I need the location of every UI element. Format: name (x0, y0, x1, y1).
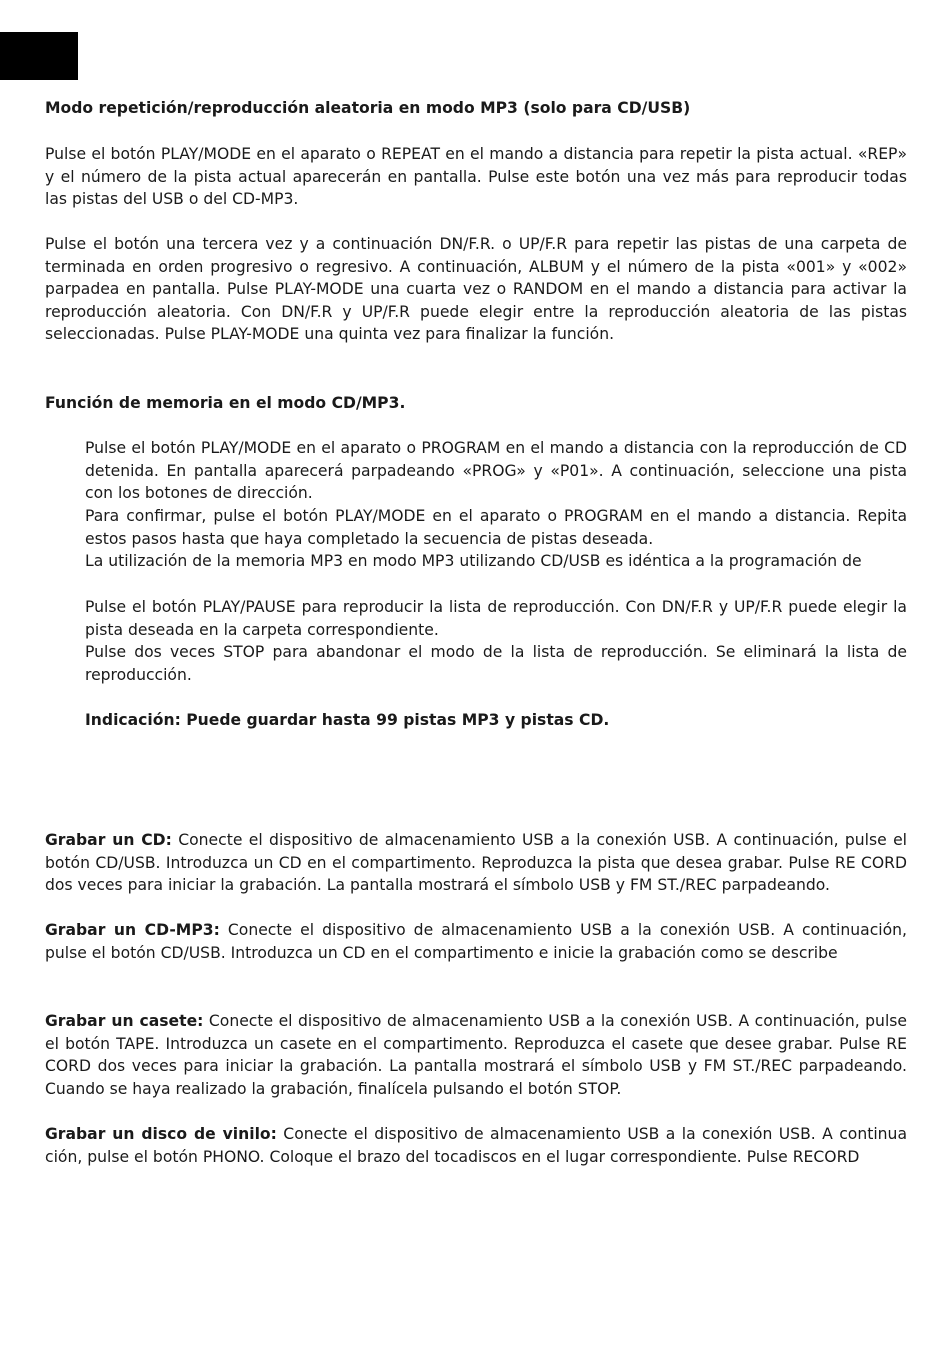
record-tape-text: Conecte el dispositivo de almacenamiento USB a la conexión USB. A continuación, pulse el botón TAPE. Introduzca un casete en el compartimento. Reproduzca el casete que desee grabar. Pulse RE CORD dos veces para iniciar la grabación. La pantalla mostrará el símbolo USB y FM ST./REC parpadeando. Cuando se haya realizado la grabación, finalícela pulsando el botón STOP. (45, 1012, 907, 1098)
repeat-paragraph-1 (45, 143, 907, 211)
record-tape (45, 1010, 907, 1100)
repeat-para2-text: Pulse el botón una tercera vez y a continuación DN/F.R. o UP/F.R para repetir las pistas de una carpeta de terminada en orden progresivo o regresivo. A continuación, ALBUM y el número de la pista «001» y «002» parpadea en pantalla. Pulse PLAY-MODE una cuarta vez o RANDOM en el mando a distancia para activar la reproducción aleatoria. Con DN/F.R y UP/F.R puede elegir entre la reproducción aleatoria de las pistas seleccionadas. Pulse PLAY-MODE una quinta vez para finalizar la función. (45, 235, 907, 344)
record-cdmp3 (45, 919, 907, 964)
repeat-paragraph-2 (45, 233, 907, 346)
memory-step-5 (85, 641, 907, 686)
record-vinyl-label: Grabar un disco de vinilo: (45, 1125, 277, 1143)
memory-heading: Función de memoria en el modo CD/MP3. (45, 394, 406, 412)
repeat-para1-text: Pulse el botón PLAY/MODE en el aparato o REPEAT en el mando a distancia para repetir la pista actual. «REP» y el número de la pista actual aparecerán en pantalla. Pulse este botón una vez más para reproducir todas las pistas del USB o del CD-MP3. (45, 145, 907, 209)
memory-note (85, 709, 907, 732)
memory-step-2 (85, 505, 907, 550)
record-cd (45, 829, 907, 897)
memory-note-text: Indicación: Puede guardar hasta 99 pistas MP3 y pistas CD. (85, 711, 610, 729)
memory-heading-block (45, 392, 907, 415)
record-cd-text: Conecte el dispositivo de almacenamiento USB a la conexión USB. A continuación, pulse el botón CD/USB. Introduzca un CD en el compartimento. Reproduzca la pista que desea grabar. Pulse RE CORD dos veces para iniciar la grabación. La pantalla mostrará el símbolo USB y FM ST./REC parpadeando. (45, 831, 908, 895)
memory-step-4 (85, 596, 907, 641)
memory-step-3 (85, 550, 907, 573)
record-vinyl-text: Conecte el dispositivo de almacenamiento USB a la conexión USB. A continua ción, pulse el botón PHONO. Coloque el brazo del tocadiscos en el lugar correspondiente. Pulse RECORD (45, 1125, 908, 1166)
record-vinyl (45, 1123, 907, 1168)
record-cdmp3-text: Conecte el dispositivo de almacenamiento USB a la conexión USB. A continuación, pulse el botón CD/USB. Introduzca un CD en el compartimento e inicie la grabación como se describe (45, 921, 907, 962)
memory-step5-text: Pulse dos veces STOP para abandonar el modo de la lista de reproducción. Se eliminará la lista de reproducción. (85, 643, 907, 684)
record-cd-label: Grabar un CD: (45, 831, 172, 849)
memory-step2-text: Para confirmar, pulse el botón PLAY/MODE en el aparato o PROGRAM en el mando a distancia. Repita estos pasos hasta que haya completado la secuencia de pistas deseada. (85, 507, 907, 548)
page-tab-marker (0, 32, 78, 80)
memory-step3-text: La utilización de la memoria MP3 en modo MP3 utilizando CD/USB es idéntica a la programación de (85, 552, 862, 570)
memory-step4-text: Pulse el botón PLAY/PAUSE para reproducir la lista de reproducción. Con DN/F.R y UP/F.R puede elegir la pista deseada en la carpeta correspondiente. (85, 598, 907, 639)
record-cdmp3-label: Grabar un CD-MP3: (45, 921, 220, 939)
record-tape-label: Grabar un casete: (45, 1012, 204, 1030)
memory-step1-text: Pulse el botón PLAY/MODE en el aparato o PROGRAM en el mando a distancia con la reproducción de CD detenida. En pantalla aparecerá parpadeando «PROG» y «P01». A continuación, seleccione una pista con los botones de dirección. (85, 439, 907, 503)
repeat-heading-block (45, 97, 907, 120)
memory-step-1 (85, 437, 907, 505)
repeat-heading: Modo repetición/reproducción aleatoria en modo MP3 (solo para CD/USB) (45, 99, 691, 117)
